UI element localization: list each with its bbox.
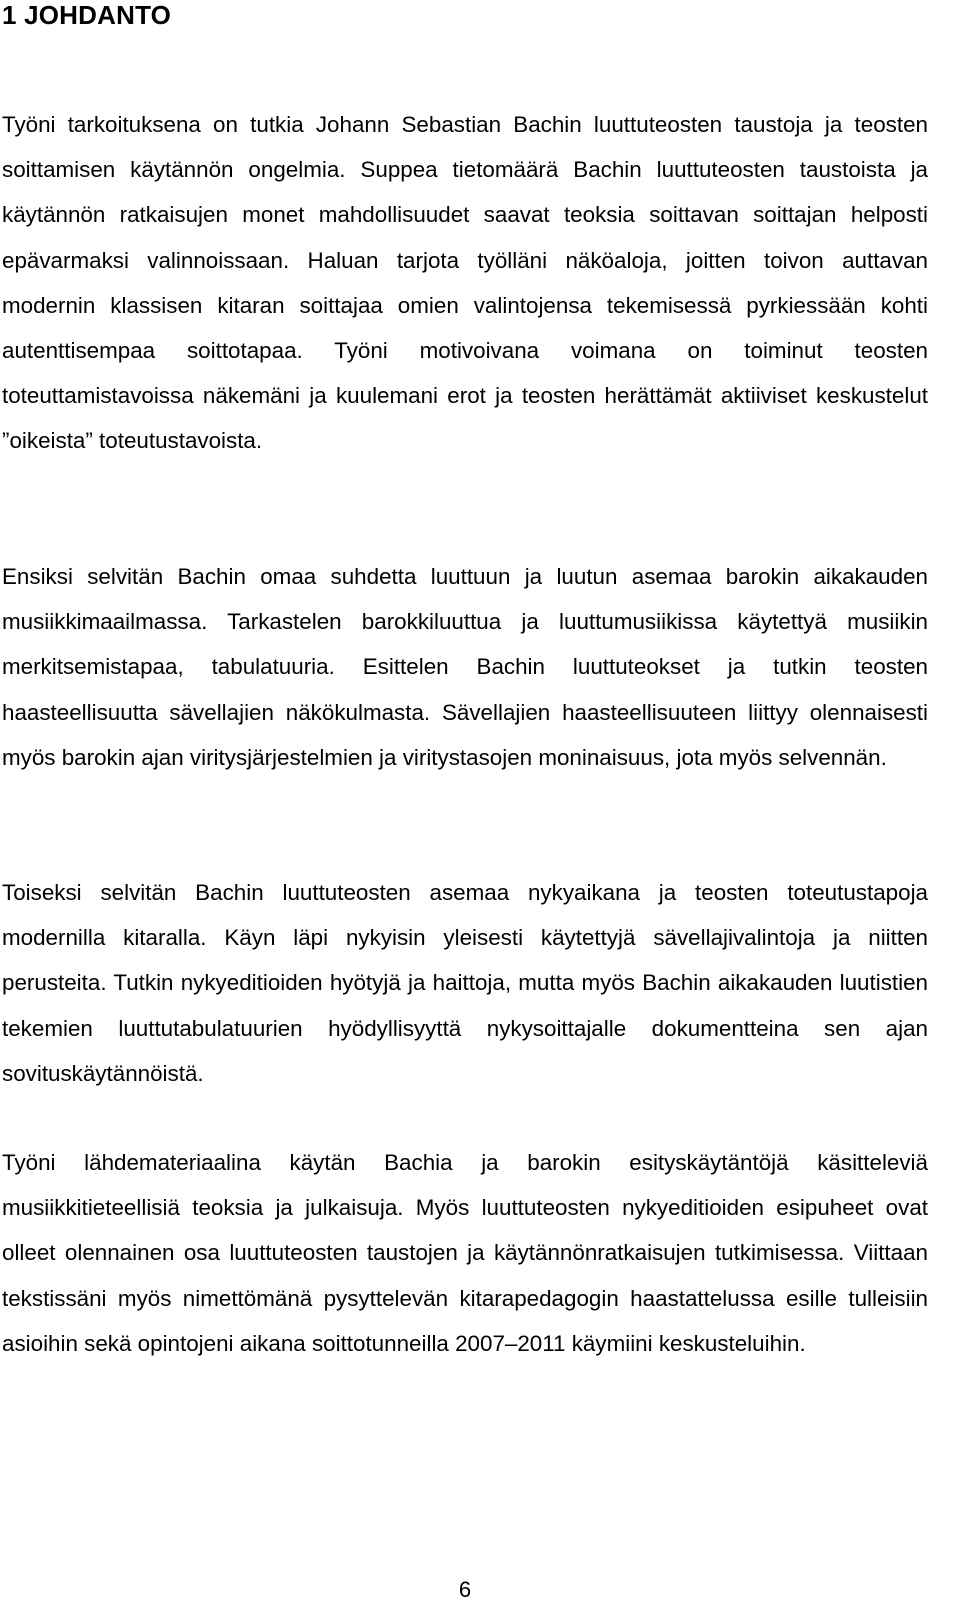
paragraph-first-topic: Ensiksi selvitän Bachin omaa suhdetta luuttuun ja luutun asemaa barokin aikakauden musiikkimaailmassa. Tarkastelen barokkiluuttua ja luuttumusiikissa käytettyä musiikin merkitsemistapaa, tabulatuuria. Esittelen Bachin luuttuteokset ja tutkin teosten haasteellisuutta sävellajien näkökulmasta. Sävellajien haasteellisuuteen liittyy olennaisesti myös barokin ajan viritysjärjestelmien ja viritystasojen moninaisuus, jota myös selvennän. <box>2 564 928 770</box>
paragraph-sources: Työni lähdemateriaalina käytän Bachia ja barokin esityskäytäntöjä käsitteleviä musiikkitieteellisiä teoksia ja julkaisuja. Myös luuttuteosten nykyeditioiden esipuheet ovat olleet olennainen osa luuttuteosten taustojen ja käytännönratkaisujen tutkimisessa. Viittaan tekstissäni myös nimettömänä pysyttelevän kitarapedagogin haastattelussa esille tulleisiin asioihin sekä opintojeni aikana soittotunneilla 2007–2011 käymiini keskusteluihin. <box>2 1150 928 1356</box>
paragraph-second-topic: Toiseksi selvitän Bachin luuttuteosten asemaa nykyaikana ja teosten toteutustapoja modernilla kitaralla. Käyn läpi nykyisin yleisesti käytettyjä sävellajivalintoja ja niitten perusteita. Tutkin nykyeditioiden hyötyjä ja haittoja, mutta myös Bachin aikakauden luutistien tekemien luuttutabulatuurien hyödyllisyyttä nykysoittajalle dokumentteina sen ajan sovituskäytännöistä. <box>2 880 928 1086</box>
paragraph-introduction: Työni tarkoituksena on tutkia Johann Sebastian Bachin luuttuteosten taustoja ja teosten soittamisen käytännön ongelmia. Suppea tietomäärä Bachin luuttuteosten taustoista ja käytännön ratkaisujen monet mahdollisuudet saavat teoksia soittavan soittajan helposti epävarmaksi valinnoissaan. Haluan tarjota työlläni näköaloja, joitten toivon auttavan modernin klassisen kitaran soittajaa omien valintojensa tekemisessä pyrkiessään kohti autenttisempaa soittotapaa. Työni motivoivana voimana on toiminut teosten toteuttamistavoissa näkemäni ja kuulemani erot ja teosten herättämät aktiiviset keskustelut ”oikeista” toteutustavoista. <box>2 112 928 454</box>
chapter-heading: 1 JOHDANTO <box>2 0 172 30</box>
page-number: 6 <box>458 1577 472 1602</box>
